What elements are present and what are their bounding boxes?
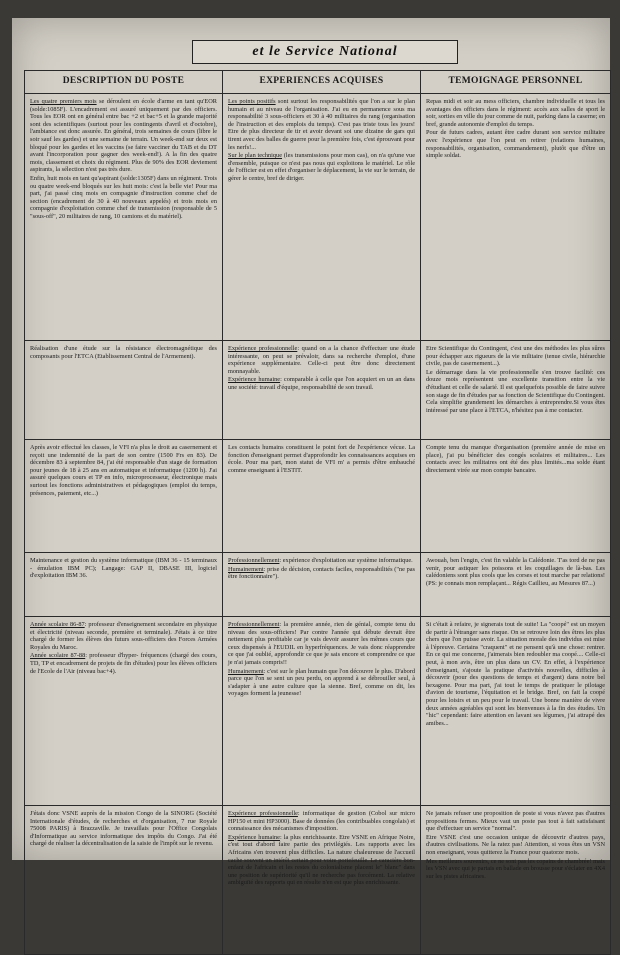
table-row bbox=[25, 553, 611, 617]
paragraph-text: Si c'était à refaire, je signerais tout de suite! La "coopé" est un moyen de partir à l'étranger sans risque. On se retrouve loin des êtres les plus chers que l'on puisse avoir. La situation morale des individus est mise à l'épreuve. Certains "craquent" et ne pensent qu'à une chose: rentrer. En ce qui me concerne, j'aimerais bien redoubler ma coopé.... Celle-ci peut, à mon avis, être un plus dans un CV. En effet, à l'expérience d'enseignant, s'ajoute la pratique d'activités nouvelles, difficiles à découvrir (pour des questions de temps et d'argent) dans notre bel hexagone. Pour ma part, j'ai tout le temps de pratiquer le pilotage d'avion de tourisme, l'équitation et le bridge. Bref, on fait la coopé pour les loisirs et un peu pour le travail. Une bonne manière de vivre deux années agréables qui sont les bienvenues à la fin des études. Un "hic" cependant: faire attention en lavant ses légumes, j'ai attrapé des amibes... bbox=[426, 621, 605, 727]
temoignage-cell bbox=[421, 617, 611, 806]
paragraph-text: Le démarrage dans la vie professionnelle s'en trouve facilité: ces douze mois représentent une excellente transition entre la vie d'étudiant et celle de salarié. Il est quelquefois possible de faire suivre son stage de fin d'études par sa fonction de Scientifique du Contingent. Cela simplifie grandement les démarches à entreprendre.Si vous êtes intéressé par une place à l'ETCA, n'hésitez pas à me contacter. bbox=[426, 368, 605, 414]
description-cell bbox=[25, 553, 223, 617]
header-description: DESCRIPTION DU POSTE bbox=[25, 71, 223, 94]
paragraph-text: sont surtout les responsabilités que l'on a sur le plan humain et au niveau de l'organisation. J'ai eu en permanence sous ma responsabilité 3 sous-officiers et 30 à 40 militaires du rang (organisation de l'instruction et des emplois du temps). C'est pas triste tous les jours! Etre de plus directeur de tir et avoir devant soi une dizaine de gars qui tirent avec des balles de guerre pour la première fois, c'est éprouvant pour les nerfs!... bbox=[228, 98, 415, 151]
underlined-heading: Les quatre premiers mois bbox=[30, 98, 97, 105]
paragraph-text: Réalisation d'une étude sur la résistance électromagnétique des composants pour l'ETCA (Etablissement Central de l'Armement). bbox=[30, 345, 217, 360]
paragraph-text: : informatique de gestion (Cobol sur micro HP150 et mini HP3000). Base de données (les contribuables congolais) et connaissance des mécanismes d'imposition. bbox=[228, 810, 415, 833]
paragraph-text: Etre Scientifique du Contingent, c'est une des méthodes les plus sûres pour échapper aux rigueurs de la vie militaire (tenue civile, hiérarchie civile, pas de casernement...). bbox=[426, 345, 605, 368]
table-row bbox=[25, 440, 611, 553]
underlined-heading: Année scolaire 87-88 bbox=[30, 652, 86, 660]
temoignage-cell bbox=[421, 553, 611, 617]
paragraph bbox=[426, 810, 605, 833]
paragraph bbox=[30, 444, 217, 497]
description-cell bbox=[25, 617, 223, 806]
paragraph bbox=[30, 621, 217, 651]
paragraph-text: : la première année, rien de génial, compte tenu du niveau des sous-officiers! Par contre l'année qui débute devrait être nettement plus profitable car je vais devoir assurer les mêmes cours que ceux dispensés à l'EUDIL en hyperfréquences. Je vais donc réapprendre ce que j'ai oublié, approfondir ce que je sais encore et comprendre ce que je n'ai jamais compris!! bbox=[228, 621, 415, 666]
temoignage-cell bbox=[421, 806, 611, 955]
paragraph bbox=[228, 668, 415, 698]
document-page bbox=[12, 18, 610, 887]
paragraph bbox=[228, 621, 415, 667]
paragraph-text: : comparable à celle que l'on acquiert en un an dans une société: travail d'équipe, responsabilité de son travail. bbox=[228, 376, 415, 391]
description-cell bbox=[25, 806, 223, 955]
paragraph bbox=[30, 175, 217, 221]
service-table bbox=[24, 70, 611, 955]
paragraph bbox=[228, 152, 415, 182]
paragraph-text: : la plus enrichissante. Etre VSNE en Afrique Noire, c'est tout d'abord faire partie des privilégiés. Les rapports avec les Africains s'en trouvent plus difficiles. La nature chaleureuse de l'accueil cache souvent un intérêt certain pour votre portefeuille. Le caractère bon-enfant de l'africain et les restes du colonialisme placent le" blanc" dans une position de supériorité qu'il ne recherche pas forcément. La relative ambiguïté des rapports qui en résulte n'en est que plus enrichissante. bbox=[228, 833, 415, 887]
paragraph-text: se déroulent en école d'arme en tant qu'EOR (solde:1085F). L'encadrement est assuré uniquement par des officiers. Tous les EOR ont en général entre bac +2 et bac+5 et la grande majorité sont des scientifiques (surtout pour les contingents d'avril et d'octobre), l'ambiance est donc assurée. En général, trois semaines de cours (libre le soir sauf les gardes) et une semaine de terrain. Un week-end sur deux est bloqué pour les gardes et les vaccins (se faire vacciner du TAB et du DT avant l'incorporation pour gagner des week-end!). A la fin des quatre mois, classement et choix du régiment. Plus de 90% des EOR deviement aspirants, la sélection n'est pas très dure. bbox=[30, 98, 218, 174]
table-row bbox=[25, 617, 611, 806]
underlined-heading: Sur le plan technique bbox=[228, 152, 283, 160]
experiences-cell bbox=[223, 617, 421, 806]
underlined-heading: Expérience humaine bbox=[228, 833, 280, 841]
paragraph-text: Repas midi et soir au mess officiers, chambre individuelle et tous les avantages des officiers dans le régiment: accès aux salles de sport le soir, sorties en ville du jour comme de nuit, parking dans la caserne; en bref, grande autonomie d'emploi du temps. bbox=[426, 98, 605, 128]
paragraph bbox=[228, 444, 415, 474]
experiences-cell bbox=[223, 341, 421, 440]
paragraph-text: : c'est sur le plan humain que l'on découvre le plus. D'abord parce que l'on se sent un peu perdu, on apprend à se débrouiller seul, à s'adapter à une autre culture que la sienne. Bref, comme on dit, les voyages forment la jeunesse! bbox=[228, 667, 415, 698]
paragraph bbox=[30, 98, 217, 174]
table-row bbox=[25, 806, 611, 955]
paragraph-text: Compte tenu du manque d'organisation (première année de mise en place), j'ai pu bénéficier des congés scolaires et militaires... Les contacts avec les militaires ont été des plus limités...ma solde étant directement virée sur mon compte bancaire. bbox=[426, 444, 605, 474]
paragraph bbox=[426, 834, 605, 857]
paragraph bbox=[426, 129, 605, 159]
temoignage-cell bbox=[421, 440, 611, 553]
paragraph-text: : prise de décision, contacts faciles, responsabilités ("ne pas être fonctionnaire"). bbox=[228, 565, 415, 581]
paragraph bbox=[426, 98, 605, 128]
paragraph-text: Etre VSNE c'est une occasion unique de découvrir d'autres pays, d'autres civilisations. Ne la ratez pas! Attention, si vous êtes un VSN non enseignant, vous quitterez la France pour quatorze mois. bbox=[426, 833, 605, 856]
underlined-heading: Les points positifs bbox=[228, 98, 276, 105]
experiences-cell bbox=[223, 94, 421, 341]
paragraph-text: Après avoir effectué les classes, le VFI n'a plus le droit au casernement et reçoit une indemnité de la part de son centre (1500 Frs en 83). De décembre 83 à septembre 84, j'ai été responsable d'un stage de formation pour jeunes de 18 à 25 ans en automatique et informatique (1200 h). J'ai assuré quelques cours et TP en info, microprocesseur, électronique mais surtout les fonctions administratives et pédagogiques (emploi du temps, présences, paiement, etc...) bbox=[30, 444, 217, 497]
table-row bbox=[25, 94, 611, 341]
description-cell bbox=[25, 341, 223, 440]
experiences-cell bbox=[223, 440, 421, 553]
paragraph bbox=[228, 834, 415, 887]
paragraph-text: : expérience d'exploitation sur système informatique. bbox=[279, 557, 413, 564]
paragraph-text: Les contacts humains constituent le point fort de l'expérience vécue. La fonction d'enseignant permet d'approfondir les connaissances acquises en école. Pour ma part, mon statut de VFI m' a permis d'être embauché comme enseignant à l'ESTIT. bbox=[228, 444, 415, 474]
page-title: et le Service National bbox=[192, 40, 458, 64]
paragraph bbox=[228, 557, 415, 565]
paragraph bbox=[426, 858, 605, 881]
paragraph-text: : professeur d'hyper- fréquences (chargé des cours, TD, TP et encadrement de projets de fin d'études) pour les élèves officiers de l'Ecole de l'Air (niveau bac+4). bbox=[30, 652, 217, 675]
paragraph bbox=[426, 444, 605, 474]
paragraph bbox=[30, 810, 217, 848]
header-experiences: EXPERIENCES ACQUISES bbox=[223, 71, 421, 94]
paragraph bbox=[30, 557, 217, 580]
paragraph bbox=[228, 98, 415, 151]
paragraph-text: Awouah, ben l'engin, c'est fin valable la Calédonie. T'as tord de ne pas venir, pour astiquer les poissons et les coquillages de là-bas. Les calédoniens sont plus cools que les corses et tout marche par relations! (PS: je connais mon remplaçant... Régis Caillieu, au Mesures 87...) bbox=[426, 557, 605, 587]
underlined-heading: Expérience humaine bbox=[228, 376, 281, 384]
paragraph-text: Maintenance et gestion du système informatique (IBM 36 - 15 terminaux - émulation IBM PC); Langage: GAP II, DBASE III, logiciel d'exploitation IBM 36. bbox=[30, 557, 217, 580]
description-cell bbox=[25, 440, 223, 553]
header-temoignage: TEMOIGNAGE PERSONNEL bbox=[421, 71, 611, 94]
paragraph bbox=[228, 345, 415, 375]
underlined-heading: Expérience professionnelle bbox=[228, 345, 298, 352]
underlined-heading: Année scolaire 86-87 bbox=[30, 621, 85, 628]
paragraph-text: : quand on a la chance d'effectuer une étude intéressante, on peut se prévaloir, dans sa recherche d'emploi, d'une expérience supplémentaire. Celle-ci peut être donc directement monnayable. bbox=[228, 345, 415, 375]
paragraph bbox=[30, 345, 217, 360]
paragraph-text: : professeur d'enseignement secondaire en physique et électricité (niveau seconde, première et terminale). J'étais à ce titre chargé de former les élèves des futurs sous-officiers des Forces Armées Royales du Maroc. bbox=[30, 621, 217, 651]
paragraph-text: Enfin, huit mois en tant qu'aspirant (solde:1305F) dans un régiment. Trois ou quatre week-end bloqués sur les huit mois: c'est la belle vie! Pour ma part, j'ai passé cinq mois en compagnie d'instruction comme chef de section (encadrement de 30 à 40 nouveaux appelés) et trois mois en compagnie d'exploitation comme chef de transmission (responsable de 5 "sous-off", 20 militaires de rang, 10 camions et du matériel). bbox=[30, 174, 217, 220]
underlined-heading: Humainement bbox=[228, 667, 264, 675]
paragraph bbox=[228, 566, 415, 581]
paragraph-text: Mes meilleurs souvenirs, ce ne sont pas les copains de chambrée! mais les VSN avec qui je partais en ballade en brousse pour s'éclater en 4X4 sur les pistes africaines. bbox=[426, 857, 605, 880]
paragraph bbox=[30, 652, 217, 675]
underlined-heading: Professionnellement bbox=[228, 557, 280, 564]
paragraph-text: J'étais donc VSNE auprès de la mission Congo de la SINORG (Société Internationale d'études, de recherches et d'organisation, 7 rue Royale 75008 PARIS) à Brazzaville. Je travaillais pour l'Office Congolais d'Informatique au service informatique des impôts du Congo. J'ai été chargé de réaliser la décentralisation de la saisie de l'impôt sur le revenu. bbox=[30, 810, 217, 848]
underlined-heading: Professionnellement bbox=[228, 621, 280, 628]
temoignage-cell bbox=[421, 341, 611, 440]
underlined-heading: Expérience professionnelle bbox=[228, 810, 298, 817]
paragraph bbox=[228, 810, 415, 833]
paragraph bbox=[426, 369, 605, 415]
paragraph bbox=[426, 621, 605, 727]
paragraph bbox=[426, 557, 605, 587]
underlined-heading: Humainement bbox=[228, 565, 264, 573]
paragraph-text: Pour de futurs cadres, autant être cadre durant son service militaire avec l'expérience que l'on peut en retirer (relations humaines, responsabilités, organisation, commandement), plutôt que d'être un simple soldat. bbox=[426, 129, 605, 160]
table-row bbox=[25, 341, 611, 440]
paragraph bbox=[426, 345, 605, 368]
description-cell bbox=[25, 94, 223, 341]
paragraph bbox=[228, 376, 415, 391]
experiences-cell bbox=[223, 806, 421, 955]
paragraph-text: (les transmissions pour mon cas), on n'a qu'une vue d'ensemble, puisque ce n'est pas nous qui exploitons le matériel. Le rôle de l'officier est en effet d'organiser le déplacement, la vie sur le terrain, de gérer le centre, bref de diriger. bbox=[228, 152, 416, 182]
temoignage-cell bbox=[421, 94, 611, 341]
experiences-cell bbox=[223, 553, 421, 617]
paragraph-text: Ne jamais refuser une proposition de poste si vous n'avez pas d'autres propositions fermes. Mieux vaut un poste pas tout à fait satisfaisant que d'effectuer un service "normal". bbox=[426, 810, 605, 833]
